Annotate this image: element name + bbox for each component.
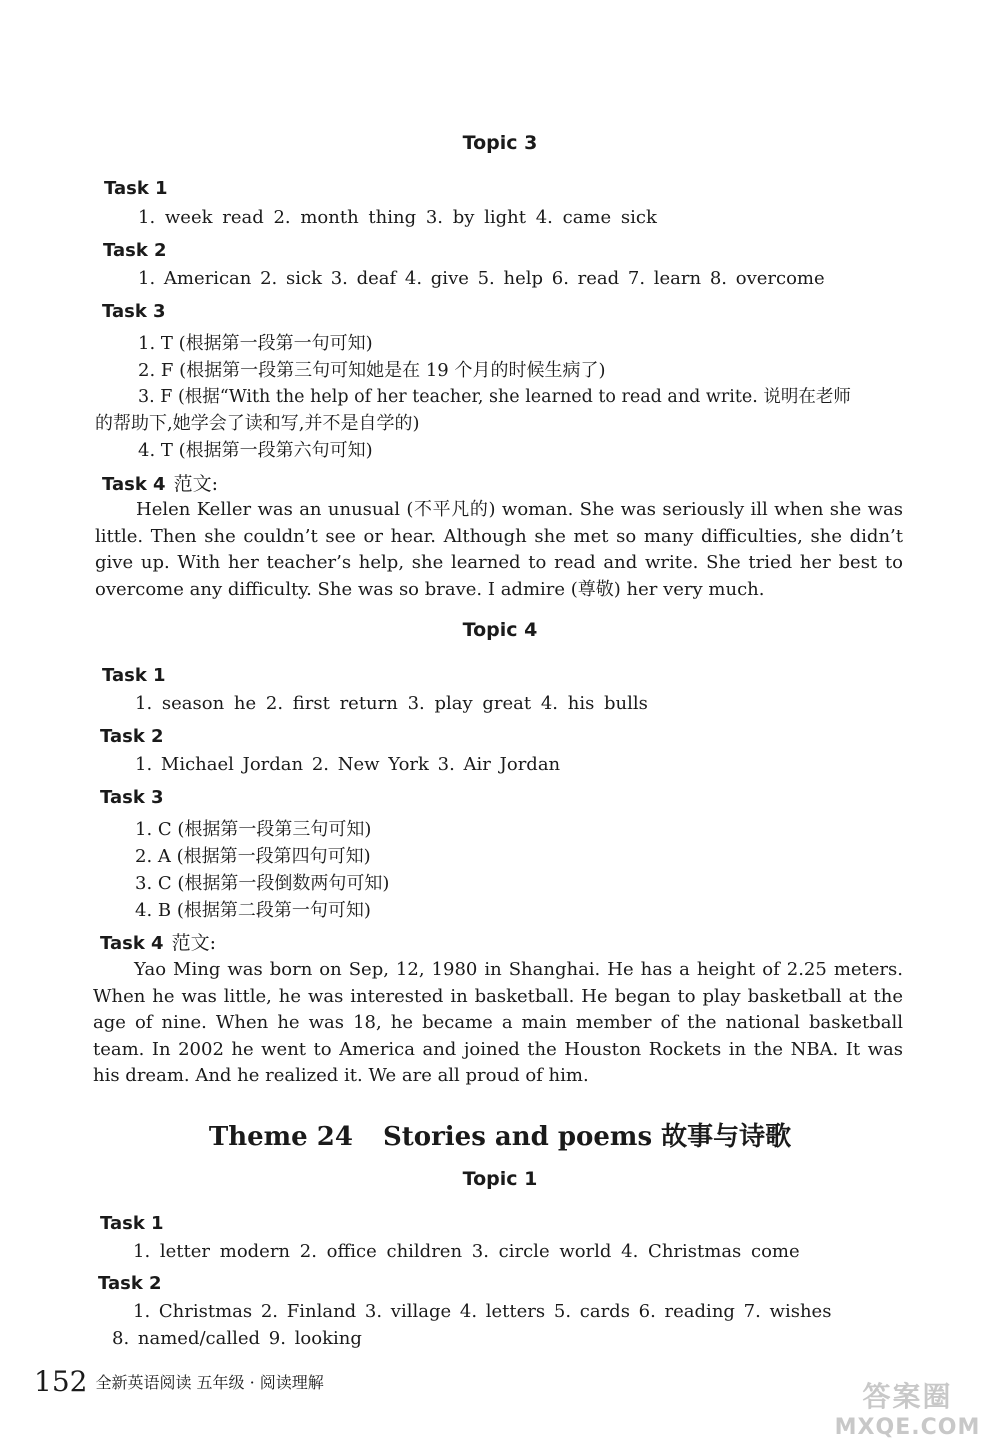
topic4-task3-label: Task 3 (100, 787, 164, 808)
watermark-site-text: MXQE.COM (834, 1415, 981, 1440)
topic3-task2-label: Task 2 (103, 240, 167, 261)
theme-topic1-task2-label: Task 2 (98, 1273, 162, 1294)
watermark-logo-text: 答案圈 (862, 1380, 953, 1413)
topic3-task2-answers: 1. American 2. sick 3. deaf 4. give 5. help 6. read 7. learn 8. overcome (138, 268, 825, 289)
topic4-task3-line-2: 2. A (根据第一段第四句可知) (135, 846, 371, 867)
topic3-task3-line-3: 3. F (根据“With the help of her teacher, she learned to read and write. 说明在老师 (138, 387, 851, 407)
topic4-task4-fanwen: 范文: (171, 932, 216, 954)
topic3-task4-essay: Helen Keller was an unusual (不平凡的) woman. She was seriously ill when she was little. Then she couldn’t see or hear. Although she met so many difficulties, she didn’t give up. With her teacher’s help, she learned to read and write. She tried her best to overcome any difficulty. She was so brave. I admire (尊敬) her very much. (95, 499, 903, 600)
topic3-task3-line-3-cont: 的帮助下,她学会了读和写,并不是自学的) (95, 413, 420, 434)
topic3-task3-line-2: 2. F (根据第一段第三句可知她是在 19 个月的时候生病了) (138, 360, 606, 381)
topic4-task4-label (100, 928, 216, 955)
theme-number: Theme 24 (208, 1122, 353, 1152)
page-footer (34, 1365, 324, 1398)
watermark-logo (820, 1380, 995, 1450)
topic4-task2-label: Task 2 (100, 726, 164, 747)
theme-topic1-task1-label: Task 1 (100, 1213, 164, 1234)
topic3-task3-label: Task 3 (102, 301, 166, 322)
topic3-task4-fanwen: 范文: (173, 473, 218, 495)
topic3-task4-label-text: Task 4 (102, 474, 166, 495)
topic4-task1-label: Task 1 (102, 665, 166, 686)
theme-topic1-task2-line-2: 8. named/called 9. looking (112, 1328, 362, 1349)
theme-topic1-task2-line-1: 1. Christmas 2. Finland 3. village 4. letters 5. cards 6. reading 7. wishes (133, 1301, 832, 1322)
theme-heading (0, 1116, 1000, 1153)
theme-topic-1-heading: Topic 1 (462, 1168, 538, 1190)
topic4-task1-answers: 1. season he 2. first return 3. play great 4. his bulls (135, 693, 648, 714)
topic3-task1-label: Task 1 (104, 178, 168, 199)
topic4-task3-line-3: 3. C (根据第一段倒数两句可知) (135, 873, 390, 894)
theme-topic1-task1-answers: 1. letter modern 2. office children 3. circle world 4. Christmas come (133, 1241, 800, 1262)
topic4-task3-line-4: 4. B (根据第二段第一句可知) (135, 900, 371, 921)
topic-4-heading: Topic 4 (462, 619, 538, 641)
topic4-task4-essay: Yao Ming was born on Sep, 12, 1980 in Shanghai. He has a height of 2.25 meters. When he was little, he was interested in basketball. He began to play basketball at the age of nine. When he was 18, he became a main member of the national basketball team. In 2002 he went to America and joined the Houston Rockets in the NBA. It was his dream. And he realized it. We are all proud of him. (93, 959, 903, 1086)
book-title: 全新英语阅读 五年级 · 阅读理解 (95, 1373, 324, 1392)
topic4-task4-label-text: Task 4 (100, 933, 164, 954)
topic3-task3-line-4: 4. T (根据第一段第六句可知) (138, 440, 373, 461)
topic4-task2-answers: 1. Michael Jordan 2. New York 3. Air Jordan (135, 754, 561, 775)
topic3-task3-line-1: 1. T (根据第一段第一句可知) (138, 333, 373, 354)
topic3-task4-label (102, 469, 218, 496)
topic3-task1-answers: 1. week read 2. month thing 3. by light 4. came sick (138, 207, 657, 228)
page-number: 152 (34, 1365, 88, 1398)
topic4-task3-line-1: 1. C (根据第一段第三句可知) (135, 819, 372, 840)
theme-title: Stories and poems 故事与诗歌 (382, 1122, 792, 1152)
topic-3-heading: Topic 3 (462, 132, 538, 154)
